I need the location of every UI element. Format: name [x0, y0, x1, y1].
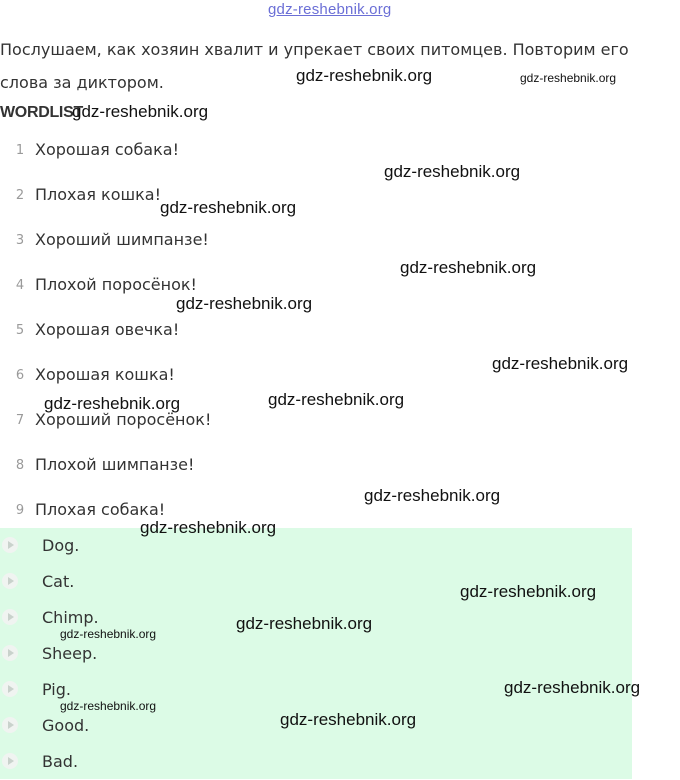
audio-word: Good. — [42, 716, 90, 735]
phrase-number: 3 — [15, 233, 25, 248]
phrase-list — [0, 136, 680, 541]
play-icon[interactable] — [2, 717, 18, 733]
play-icon[interactable] — [2, 681, 18, 697]
site-link[interactable]: gdz-reshebnik.org — [268, 1, 392, 18]
watermark-text: gdz-reshebnik.org — [364, 486, 501, 505]
audio-row-dog — [0, 528, 632, 564]
watermark-text: gdz-reshebnik.org — [520, 71, 617, 85]
phrase-text: Хорошая собака! — [35, 140, 179, 159]
phrase-number: 6 — [15, 368, 25, 383]
watermark-text: gdz-reshebnik.org — [296, 66, 433, 85]
phrase-text: Хорошая овечка! — [35, 320, 180, 339]
phrase-number: 5 — [15, 323, 25, 338]
audio-word: Cat. — [42, 572, 75, 591]
phrase-text: Плохая кошка! — [35, 185, 162, 204]
phrase-number: 4 — [15, 278, 25, 293]
watermark-text: gdz-reshebnik.org — [460, 582, 597, 601]
watermark-text: gdz-reshebnik.org — [140, 518, 277, 537]
audio-word: Dog. — [42, 536, 80, 555]
audio-word: Sheep. — [42, 644, 98, 663]
phrase-item — [0, 226, 680, 271]
phrase-item — [0, 136, 680, 181]
watermark-text: gdz-reshebnik.org — [268, 390, 405, 409]
audio-word: Chimp. — [42, 608, 99, 627]
phrase-number: 7 — [15, 413, 25, 428]
phrase-item — [0, 181, 680, 226]
audio-word: Bad. — [42, 752, 79, 771]
phrase-text: Хорошая кошка! — [35, 365, 175, 384]
play-icon[interactable] — [2, 753, 18, 769]
phrase-number: 9 — [15, 503, 25, 518]
audio-row-bad — [0, 744, 632, 780]
wordlist-title: WORDLIST — [0, 104, 83, 121]
watermark-text: gdz-reshebnik.org — [60, 627, 157, 641]
phrase-item — [0, 271, 680, 316]
phrase-text: Плохой шимпанзе! — [35, 455, 195, 474]
phrase-number: 1 — [15, 143, 25, 158]
phrase-text: Хороший поросёнок! — [35, 410, 212, 429]
phrase-item — [0, 451, 680, 496]
phrase-text: Хороший шимпанзе! — [35, 230, 209, 249]
watermark-text: gdz-reshebnik.org — [72, 102, 209, 121]
watermark-text: gdz-reshebnik.org — [60, 699, 157, 713]
watermark-text: gdz-reshebnik.org — [280, 710, 417, 729]
watermark-text: gdz-reshebnik.org — [504, 678, 641, 697]
watermark-text: gdz-reshebnik.org — [400, 258, 537, 277]
play-icon[interactable] — [2, 573, 18, 589]
watermark-text: gdz-reshebnik.org — [236, 614, 373, 633]
audio-row-sheep — [0, 636, 632, 672]
phrase-text: Плохая собака! — [35, 500, 166, 519]
watermark-text: gdz-reshebnik.org — [492, 354, 629, 373]
play-icon[interactable] — [2, 537, 18, 553]
watermark-text: gdz-reshebnik.org — [160, 198, 297, 217]
play-icon[interactable] — [2, 609, 18, 625]
play-icon[interactable] — [2, 645, 18, 661]
watermark-text: gdz-reshebnik.org — [384, 162, 521, 181]
watermark-text: gdz-reshebnik.org — [44, 394, 181, 413]
intro-text: Послушаем, как хозяин хвалит и упрекает своих питомцев. Повторим его слова за диктором. — [0, 40, 629, 92]
phrase-text: Плохой поросёнок! — [35, 275, 197, 294]
phrase-number: 8 — [15, 458, 25, 473]
audio-panel — [0, 528, 632, 779]
watermark-text: gdz-reshebnik.org — [176, 294, 313, 313]
phrase-number: 2 — [15, 188, 25, 203]
audio-word: Pig. — [42, 680, 71, 699]
